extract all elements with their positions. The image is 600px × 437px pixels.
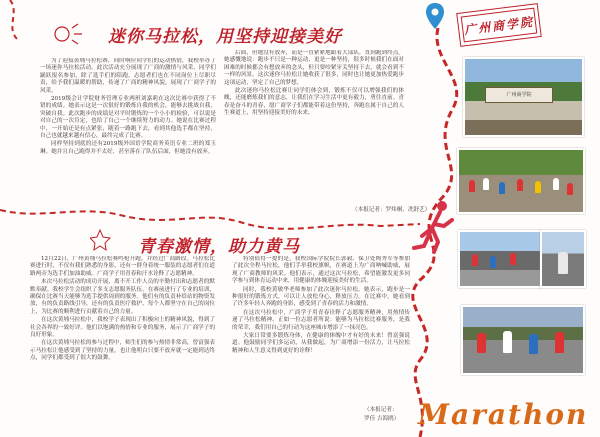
article2-column2: 特别值得一提的是，我校国际学院院长郭毅、保卫处陶秀军等参加了此次全程马拉松，他们手举我校旗帜，在赛道上为广商呐喊助威，展现了广商教师的风采。他们表示，通过这次马拉松，希望能激发更多同学参与到体育运动中来，用健康的体魄迎接美好的生活。 同时，我校黄敏华老师参加了此次迷你马拉松。她表示，跑步是一种很好的锻炼方式，可以让人放松身心，释放压力。在比赛中，她看到了许多年轻人奔跑的身影，感受到了青春的活力和激情。 在这次马拉松中，广商学子用青春诠释了志愿服务精神，用热情传递了马拉松精神。正如一位志愿者所说：能够为马拉松比赛服务，是我的荣幸，我们用自己的行动为这座城市增添了一抹亮色。 大家日常要多锻炼身体，在健康的体魄中才有好的未来！曾富强说道。他鼓励同学们多运动，从我做起，为广商增添一份活力，让马拉松精神和人生意义得到更好的诠释！: [232, 256, 410, 354]
marathon-runners-photo: [461, 305, 585, 375]
location-pin-icon: [424, 2, 446, 30]
article1-column2: 后面，但她没有放弃，而是一直紧紧地跟着大部队，直到跑到终点。她感慨地说：跑步不只是一种运动，更是一种坚持，很多时候我们在面对困难的时候都会有想放弃的念头，但只要咬紧牙关坚持下去，就会看到不一样的风景。这次迷你马拉松让她收获了很多，同时也让她更加热爱跑步这项运动，坚定了自己的梦想。 此次迷你马拉松比赛让同学们体会到，锻炼不仅可以增强我们的体魄，还能磨炼我们的意志，让我们在学习生活中更有毅力，勇往直前。青春是奋斗的青春，愿广商学子们都能带着这份坚持，奔跑在属于自己的人生赛道上，用坚持迎接美好的未来。: [224, 50, 404, 117]
school-name-badge: 广州商学院: [456, 3, 542, 47]
runner-closeup-photo: [540, 230, 586, 288]
runner-silhouette-icon: [404, 196, 464, 256]
article2-title: 青春激情，助力黄马: [138, 237, 300, 257]
article2-credit-label: （本报记者：: [364, 407, 398, 413]
volunteers-photo: [458, 230, 542, 288]
marathon-wordart: Marathon: [418, 398, 589, 431]
article1-title: 迷你马拉松，用坚持迎接美好: [108, 27, 342, 47]
campus-gate-photo: [463, 57, 584, 137]
article2-column1: 12月22日，广州黄埔马拉松赛鸣枪开跑，并经过广商路段。马拉松比赛进行时，不仅有我们熟悉的身影，还有一群身着统一服装的志愿者们在道路两旁为选手们加油助威。广商学子用青春和汗水诠释了志愿精神。 本次马拉松活动的成功开展，离不开工作人员的辛勤付出和志愿者的默默奉献。我校学生会组织了多支志愿服务队伍，在赛前进行了专业的培训，确保在比赛当天能够为选手提供周到的服务。他们有的负责补给站的物资发放，有的负责路线引导，还有的负责医疗救护，每个人都坚守在自己的岗位上，为比赛的顺利进行贡献着自己的力量。 在这次黄埔马拉松中，我校学子表现出了积极向上的精神风貌，得到了社会各界的一致好评。他们以饱满的热情和专业的服务，展示了广商学子的良好形象。 在这次黄埔马拉松的参与过程中，师生们的参与热情非常高，曾富强表示马拉松让他感受到了坚持的力量，也让他明白只要不放弃就一定能到达终点，同学们都受到了很大的鼓舞。: [30, 256, 215, 362]
article2-credit-names: 罗佳 吉海鸥）: [364, 416, 400, 422]
lightbulb-doodle-icon: [52, 20, 98, 50]
article1-column1: 为了迎接黄埔马拉松赛，同时响应同学们的运动热情，我校举办了一场迷你马拉松活动。此次活动充分展现了广商的激情与风采，同学们踊跃报名参加，除了选手们的陪跑，志愿者们也在不同岗位上尽职尽责，给予我们温暖的帮助，传递了广商的精神风貌，展现了广商学子的风采。 2019级会计学院财务管理专业两班刘嘉莉在这次比赛中获得了不错的成绩。她表示这是一次很好的锻炼自我的机会，能够去挑战自我，突破自我。此次跑步的成绩是对平时锻炼的一个小小的检验，可以说是对自己的一次肯定，也给了自己一个继续努力的动力。她说在比赛过程中，一开始还是有点紧张，随着一路跑下去，看到其他选手都在坚持，自己也就越来越有信心，最终完成了比赛。 同样坚持到底的还有2019级外国语学院商务英语专业二班的郑玉琳。她并且自己跑得并不太好，甚至落在了队伍后面，但她没有放弃。: [40, 58, 216, 155]
article1-credit: （本报记者：罗炜桐、冼舒艺）: [352, 207, 431, 213]
race-crowd-photo: [457, 148, 585, 214]
star-doodle-icon: [90, 228, 130, 252]
campus-sign: 广州商学院: [485, 87, 553, 103]
